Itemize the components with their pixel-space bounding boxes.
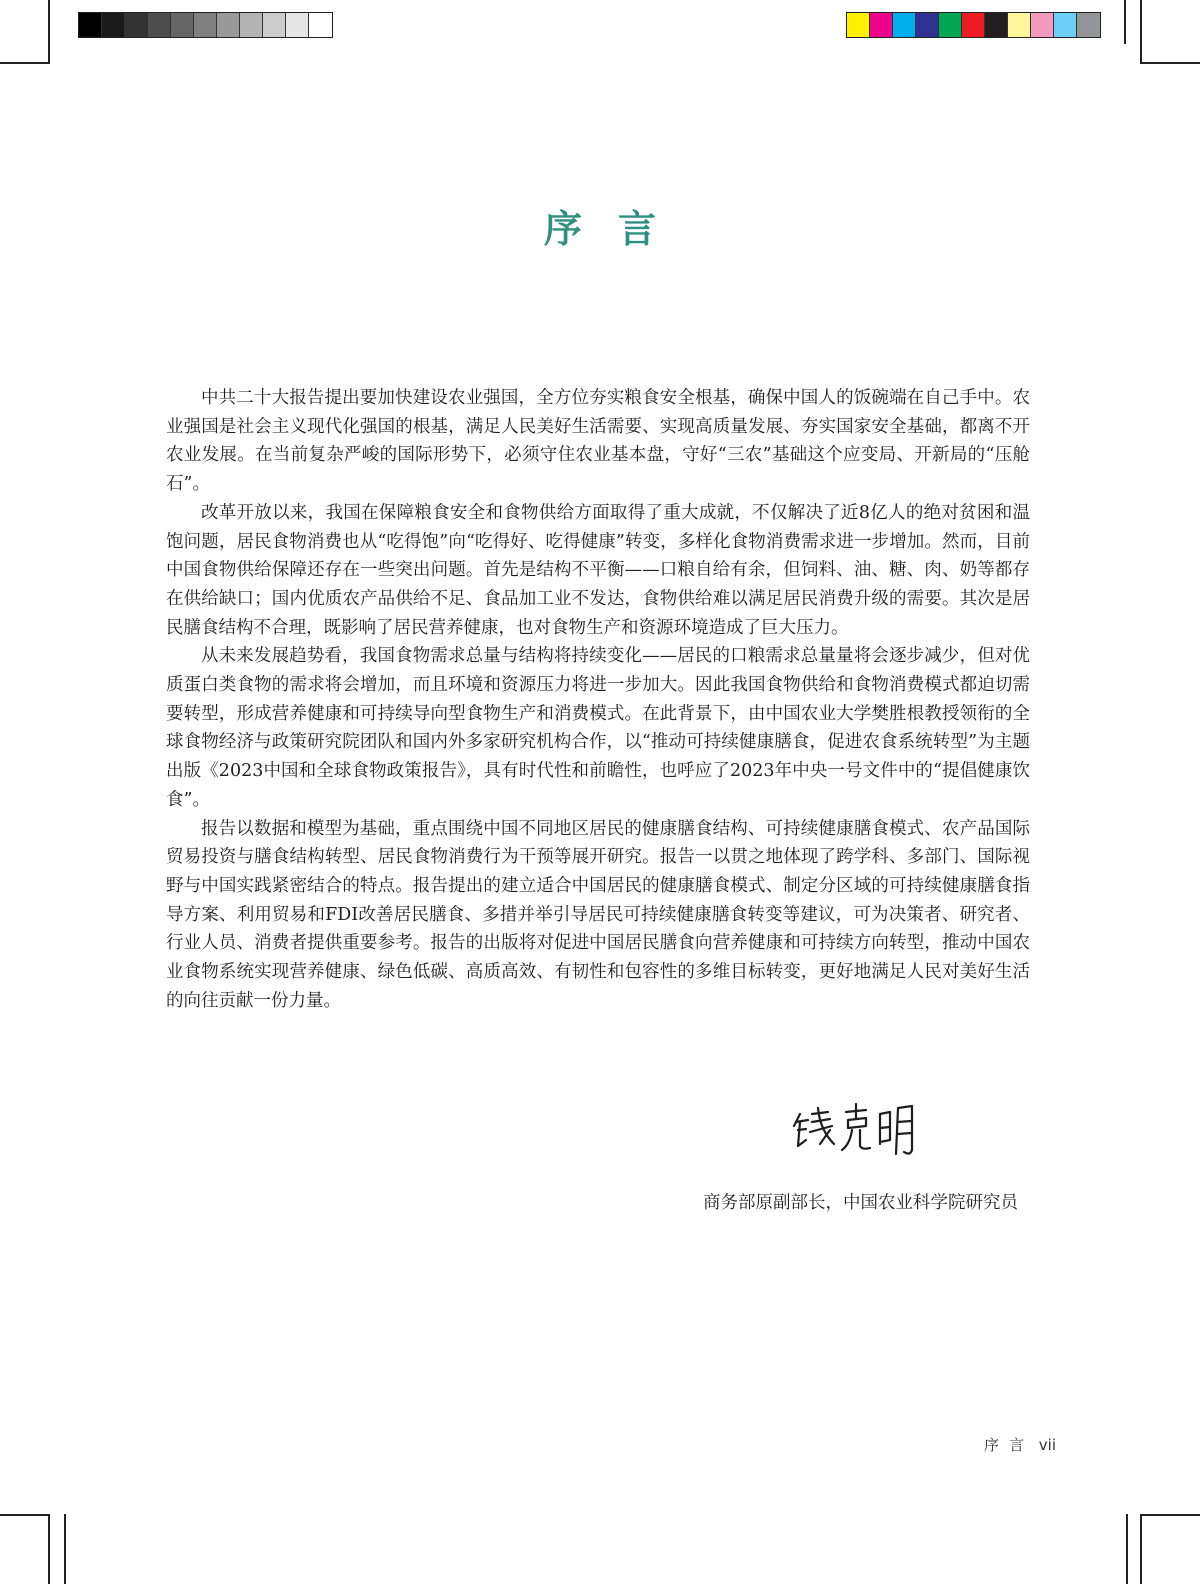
- grey-swatch-4: [148, 13, 171, 37]
- color-swatch-7: [985, 13, 1008, 37]
- color-swatch-6: [962, 13, 985, 37]
- crop-mark-bottom-left-horizontal: [0, 1514, 50, 1516]
- color-swatch-1: [847, 13, 870, 37]
- paragraph-1: 中共二十大报告提出要加快建设农业强国，全方位夯实粮食安全根基，确保中国人的饭碗端在自己手中。农业强国是社会主义现代化强国的根基，满足人民美好生活需要、实现高质量发展、夯实国家安全基础，都离不开农业发展。在当前复杂严峻的国际形势下，必须守住农业基本盘，守好“三农”基础这个应变局、开新局的“压舱石”。: [166, 388, 1030, 495]
- grey-swatch-7: [217, 13, 240, 37]
- color-swatch-2: [870, 13, 893, 37]
- color-calibration-bar: [846, 12, 1101, 38]
- grey-swatch-9: [263, 13, 286, 37]
- grey-swatch-10: [286, 13, 309, 37]
- preface-body: [166, 384, 1030, 1015]
- running-footer: [984, 1434, 1056, 1455]
- crop-mark-top-left-vertical: [48, 0, 50, 64]
- crop-mark-top-right-horizontal: [1140, 62, 1200, 64]
- signer-title: 商务部原副部长，中国农业科学院研究员: [703, 1193, 1018, 1213]
- color-swatch-10: [1054, 13, 1077, 37]
- grey-calibration-bar: [78, 12, 333, 38]
- grey-swatch-6: [194, 13, 217, 37]
- handwritten-signature: [790, 1100, 920, 1164]
- color-swatch-11: [1077, 13, 1100, 37]
- grey-swatch-8: [240, 13, 263, 37]
- page-number: vii: [1038, 1436, 1057, 1454]
- crop-mark-top-right-vertical-2: [1140, 0, 1142, 64]
- color-swatch-3: [893, 13, 916, 37]
- grey-swatch-11: [309, 13, 332, 37]
- color-swatch-8: [1008, 13, 1031, 37]
- paragraph-3: 从未来发展趋势看，我国食物需求总量与结构将持续变化——居民的口粮需求总量量将会逐步减少，但对优质蛋白类食物的需求将会增加，而且环境和资源压力将进一步加大。因此我国食物供给和食物消费模式都迫切需要转型，形成营养健康和可持续导向型食物生产和消费模式。在此背景下，由中国农业大学樊胜根教授领衔的全球食物经济与政策研究院团队和国内外多家研究机构合作，以“推动可持续健康膳食，促进农食系统转型”为主题出版《2023中国和全球食物政策报告》，具有时代性和前瞻性，也呼应了2023年中央一号文件中的“提倡健康饮食”。: [166, 646, 1030, 810]
- crop-mark-bottom-right-vertical-2: [1140, 1514, 1142, 1584]
- grey-swatch-5: [171, 13, 194, 37]
- color-swatch-9: [1031, 13, 1054, 37]
- grey-swatch-3: [125, 13, 148, 37]
- crop-mark-bottom-left-vertical: [48, 1514, 50, 1584]
- grey-swatch-2: [102, 13, 125, 37]
- crop-mark-bottom-left-vertical-2: [64, 1514, 66, 1584]
- crop-mark-bottom-right-horizontal: [1140, 1514, 1200, 1516]
- color-swatch-5: [939, 13, 962, 37]
- color-swatch-4: [916, 13, 939, 37]
- crop-mark-bottom-right-vertical: [1126, 1514, 1128, 1584]
- page-title: 序言: [543, 207, 692, 251]
- crop-mark-top-right-vertical: [1124, 0, 1126, 44]
- grey-swatch-1: [79, 13, 102, 37]
- crop-mark-top-left-horizontal: [0, 62, 50, 64]
- footer-section-name: 序言: [984, 1436, 1035, 1454]
- paragraph-4: 报告以数据和模型为基础，重点围绕中国不同地区居民的健康膳食结构、可持续健康膳食模式、农产品国际贸易投资与膳食结构转型、居民食物消费行为干预等展开研究。报告一以贯之地体现了跨学科、多部门、国际视野与中国实践紧密结合的特点。报告提出的建立适合中国居民的健康膳食模式、制定分区域的可持续健康膳食指导方案、利用贸易和FDI改善居民膳食、多措并举引导居民可持续健康膳食转变等建议，可为决策者、研究者、行业人员、消费者提供重要参考。报告的出版将对促进中国居民膳食向营养健康和可持续方向转型，推动中国农业食物系统实现营养健康、绿色低碳、高质高效、有韧性和包容性的多维目标转变，更好地满足人民对美好生活的向往贡献一份力量。: [166, 818, 1030, 1011]
- paragraph-2: 改革开放以来，我国在保障粮食安全和食物供给方面取得了重大成就，不仅解决了近8亿人的绝对贫困和温饱问题，居民食物消费也从“吃得饱”向“吃得好、吃得健康”转变，多样化食物消费需求进一步增加。然而，目前中国食物供给保障还存在一些突出问题。首先是结构不平衡——口粮自给有余，但饲料、油、糖、肉、奶等都存在供给缺口；国内优质农产品供给不足、食品加工业不发达，食物供给难以满足居民消费升级的需要。其次是居民膳食结构不合理，既影响了居民营养健康，也对食物生产和资源环境造成了巨大压力。: [166, 502, 1030, 638]
